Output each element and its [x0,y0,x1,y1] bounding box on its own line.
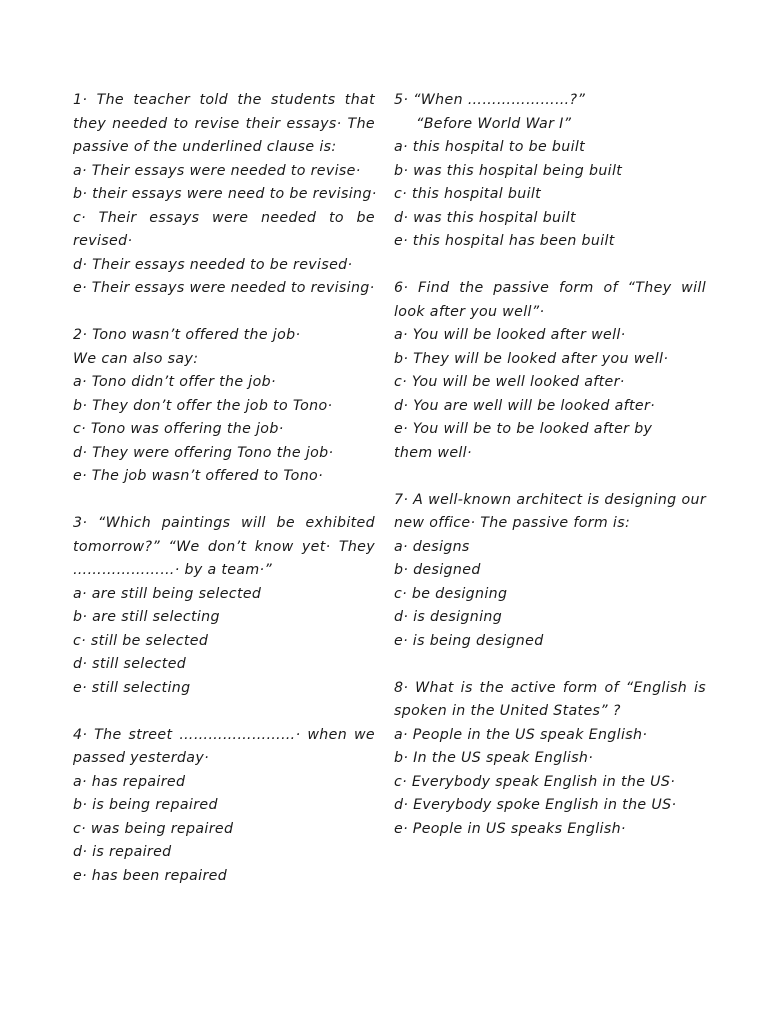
question-5 [394,89,706,254]
question-3-option-e: e· still selecting [73,679,191,696]
question-1-option-e: e· Their essays were needed to revising· [73,280,375,296]
question-5-stem-line: “Before World War I” [416,115,572,132]
question-4-option-a: a· has repaired [73,773,186,790]
question-3-stem-line: 3· “Which paintings will be exhibited [73,515,375,531]
question-5-stem-line: 5· “When …………………?” [394,92,586,108]
question-2-option-d: d· They were offering Tono the job· [73,444,334,461]
question-3-option-a: a· are still being selected [73,585,262,602]
question-1 [73,89,375,301]
question-4-option-c: c· was being repaired [73,820,234,837]
question-3-option-c: c· still be selected [73,632,209,649]
question-7-option-e: e· is being designed [394,632,544,649]
question-1-option-b: b· their essays were need to be revising· [73,186,377,202]
question-4-option-b: b· is being repaired [73,797,218,813]
question-7-stem-line: new office· The passive form is: [394,515,631,531]
question-2-option-b: b· They don’t offer the job to Tono· [73,397,333,414]
question-2-option-e: e· The job wasn’t offered to Tono· [73,468,323,484]
question-3-option-b: b· are still selecting [73,609,220,625]
question-6-option-d: d· You are well will be looked after· [394,397,656,414]
question-8-option-c: c· Everybody speak English in the US· [394,773,676,790]
question-3-stem-line: tomorrow?” “We don’t know yet· They [73,538,375,555]
question-2-option-c: c· Tono was offering the job· [73,421,284,437]
question-4-option-e: e· has been repaired [73,867,228,884]
question-8 [394,677,706,842]
question-6-option-c: c· You will be well looked after· [394,374,625,390]
question-7 [394,489,706,654]
question-5-option-d: d· was this hospital built [394,209,576,226]
question-4-option-d: d· is repaired [73,844,172,860]
question-4 [73,724,375,889]
left-column [73,89,375,912]
question-7-stem-line: 7· A well-known architect is designing our [394,491,706,508]
question-4-stem-line: passed yesterday· [73,750,209,766]
question-5-option-b: b· was this hospital being built [394,162,623,179]
question-1-stem-line: passive of the underlined clause is: [73,139,337,155]
question-6-option-e: e· You will be to be looked after by [394,421,653,437]
question-8-option-e: e· People in US speaks English· [394,820,626,837]
question-8-option-d: d· Everybody spoke English in the US· [394,797,677,813]
question-1-option-c: c· Their essays were needed to be [73,209,375,226]
question-7-option-d: d· is designing [394,609,503,625]
question-5-option-a: a· this hospital to be built [394,139,586,155]
question-3 [73,512,375,700]
question-2-stem-line: 2· Tono wasn’t offered the job· [73,327,301,343]
question-8-stem-line: spoken in the United States” ? [394,703,621,719]
question-7-option-a: a· designs [394,538,470,555]
question-1-option-a: a· Their essays were needed to revise· [73,162,361,179]
question-6-option-a: a· You will be looked after well· [394,327,626,343]
question-1-stem-line: 1· The teacher told the students that [73,92,375,108]
question-3-stem-line: …………………· by a team·” [73,562,273,578]
question-2-option-a: a· Tono didn’t offer the job· [73,374,276,390]
question-4-stem-line: 4· The street ……………………· when we [73,726,375,743]
question-6-stem-line: 6· Find the passive form of “They will [394,280,706,296]
question-6 [394,277,706,465]
question-6-option-e-cont: them well· [394,444,472,461]
question-3-option-d: d· still selected [73,656,187,672]
question-1-stem-line: they needed to revise their essays· The [73,115,375,132]
question-7-option-b: b· designed [394,562,481,578]
question-6-stem-line: look after you well”· [394,303,545,320]
right-column [394,89,706,865]
question-8-option-a: a· People in the US speak English· [394,726,648,743]
question-8-option-b: b· In the US speak English· [394,750,594,766]
question-7-option-c: c· be designing [394,585,508,602]
question-5-option-e: e· this hospital has been built [394,233,615,249]
question-2 [73,324,375,489]
question-5-option-c: c· this hospital built [394,186,542,202]
question-1-option-c-cont: revised· [73,233,133,249]
question-1-option-d: d· Their essays needed to be revised· [73,256,353,273]
question-6-option-b: b· They will be looked after you well· [394,350,669,367]
question-8-stem-line: 8· What is the active form of “English is [394,679,706,696]
question-2-stem-line: We can also say: [73,350,199,367]
